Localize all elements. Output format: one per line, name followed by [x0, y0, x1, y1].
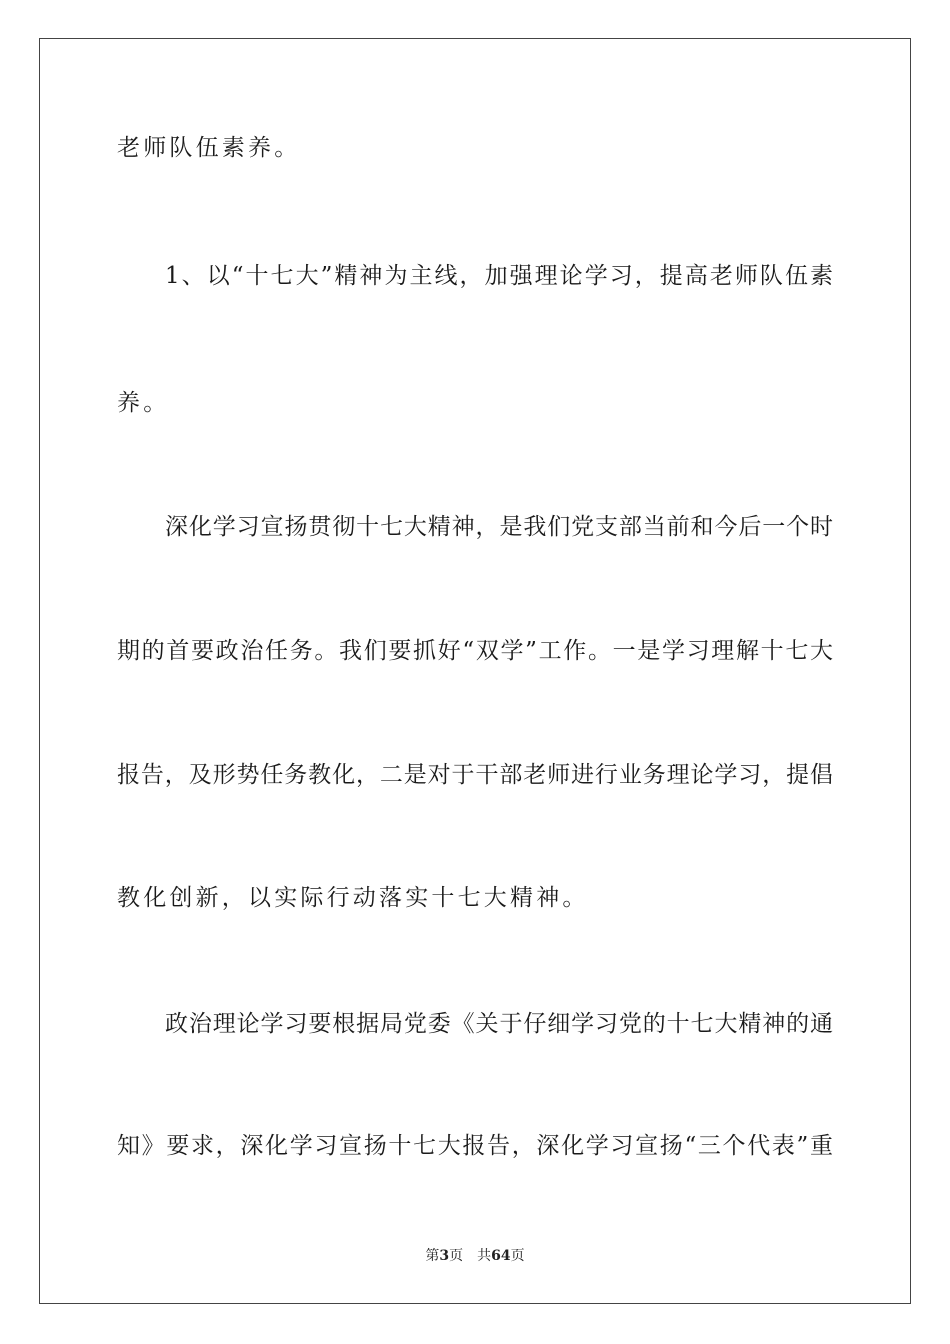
- footer-page-number: 3: [439, 1248, 450, 1264]
- footer-total-prefix: 共: [477, 1248, 492, 1264]
- text-line-5: 期的首要政治任务。我们要抓好“双学”工作。一是学习理解十七大: [117, 638, 833, 664]
- text-line-1: 老师队伍素养。: [117, 135, 301, 161]
- text-line-4: 深化学习宣扬贯彻十七大精神，是我们党支部当前和今后一个时: [165, 514, 833, 540]
- page-footer: [0, 1246, 950, 1266]
- footer-total-suffix: 页: [510, 1248, 525, 1264]
- text-line-9: 知》要求，深化学习宣扬十七大报告，深化学习宣扬“三个代表”重: [117, 1133, 833, 1159]
- text-line-8: 政治理论学习要根据局党委《关于仔细学习党的十七大精神的通: [165, 1011, 833, 1037]
- page-border: [39, 38, 911, 1304]
- text-line-7: 教化创新，以实际行动落实十七大精神。: [117, 885, 589, 911]
- footer-page-suffix: 页: [449, 1248, 464, 1264]
- footer-page-prefix: 第: [425, 1248, 440, 1264]
- text-line-6: 报告，及形势任务教化，二是对于干部老师进行业务理论学习，提倡: [117, 762, 833, 788]
- text-line-2: 1、以“十七大”精神为主线，加强理论学习，提高老师队伍素: [165, 263, 833, 289]
- text-line-3: 养。: [117, 390, 170, 416]
- footer-total-number: 64: [491, 1248, 511, 1264]
